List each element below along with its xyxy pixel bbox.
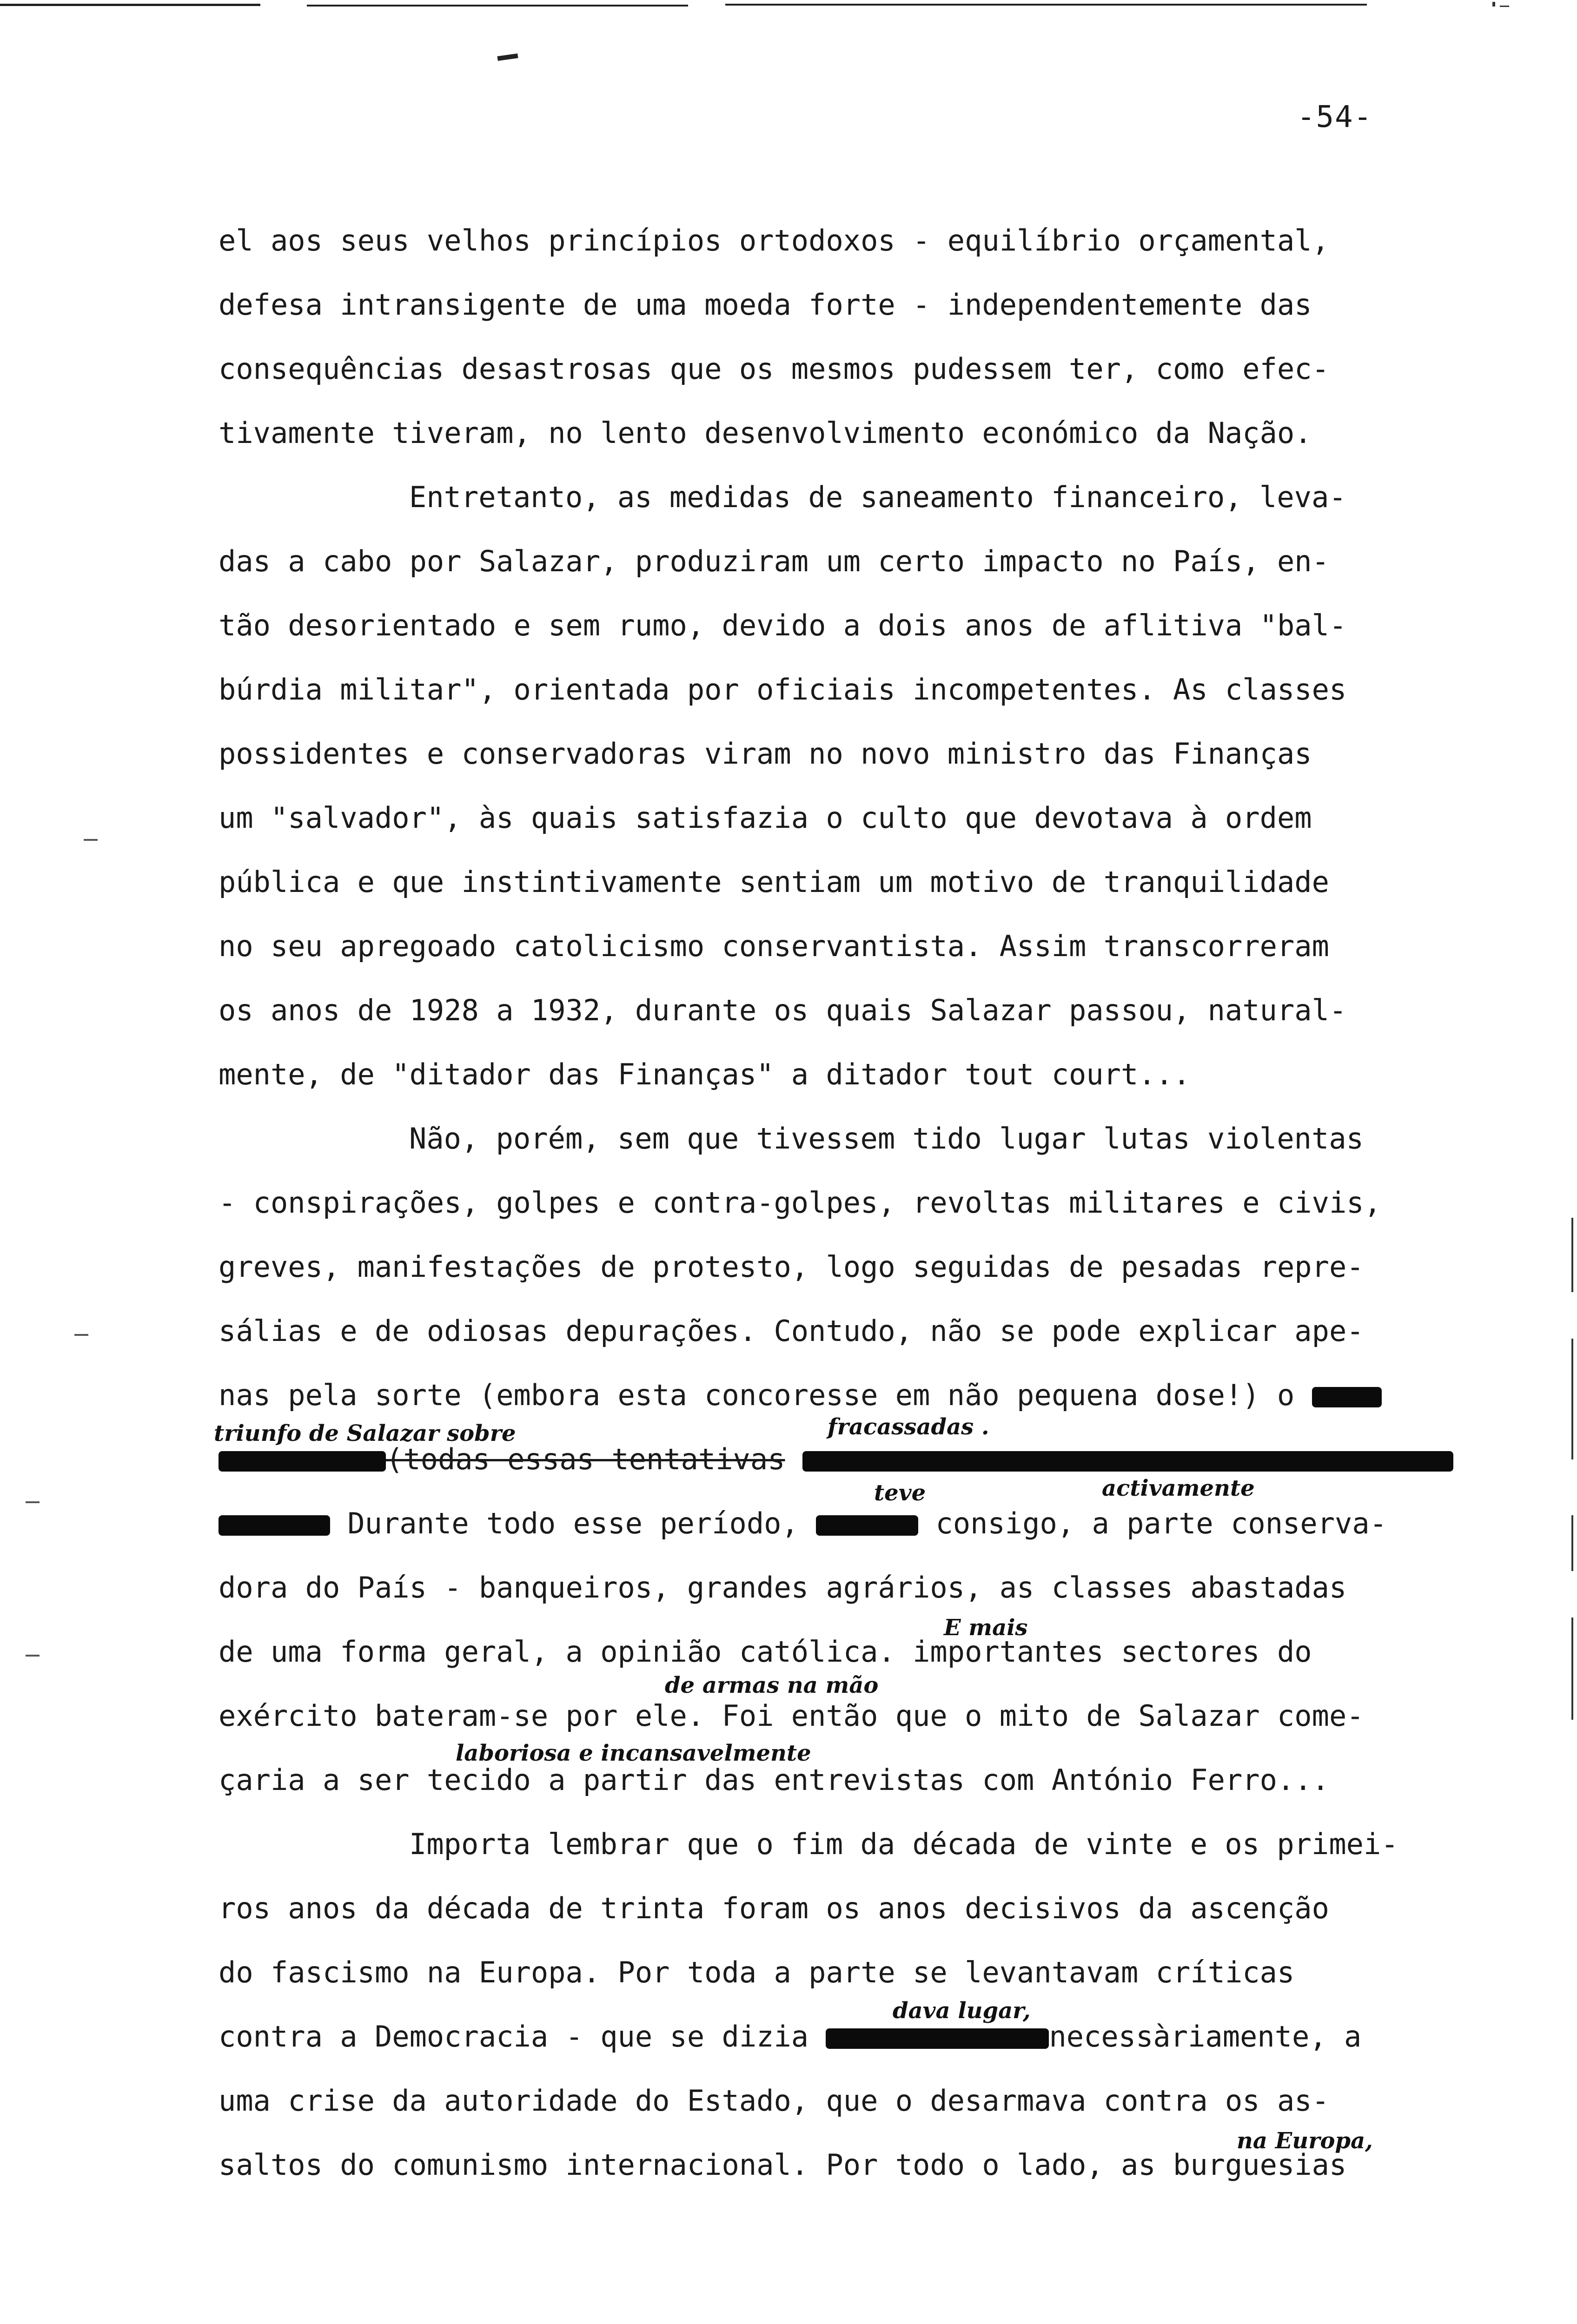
handwritten-annotation: teve: [874, 1480, 926, 1506]
text-line: [219, 1697, 1502, 1766]
typed-fragment: saltos do comunismo internacional. Por todo o lado,: [219, 2148, 1104, 2182]
text-line: no seu apregoado catolicismo conservantista. Assim transcorreram: [219, 929, 1329, 963]
typed-fragment: Durante todo esse período,: [347, 1506, 799, 1540]
typed-fragment: importantes sectores do: [913, 1635, 1312, 1669]
typed-fragment: as burguesias: [1121, 2148, 1347, 2182]
typed-fragment: necessàriamente, a: [1049, 2020, 1362, 2053]
corner-mark: [1488, 0, 1516, 9]
text-line: do fascismo na Europa. Por toda a parte se levantavam críticas: [219, 1955, 1295, 1989]
typed-fragment: Foi então que o mito de Salazar come-: [722, 1699, 1364, 1733]
handwritten-annotation: E mais: [944, 1615, 1028, 1641]
text-line: mente, de "ditador das Finanças" a ditador tout court...: [219, 1057, 1191, 1091]
right-margin-ticks: [1571, 1218, 1575, 1720]
text-line: [214, 1377, 1502, 1446]
text-line: tivamente tiveram, no lento desenvolvimento económico da Nação.: [219, 416, 1312, 450]
text-line: búrdia militar", orientada por oficiais incompetentes. As classes: [219, 673, 1347, 706]
redaction-bar: [219, 1451, 386, 1472]
typed-text: [214, 222, 1502, 2211]
redaction-bar: [1312, 1387, 1382, 1407]
typed-fragment: a partir das entrevistas com António Ferro...: [548, 1763, 1329, 1797]
text-line: Durante todo esse período, consigo, a parte conserva-: [219, 1505, 1502, 1569]
text-line: [219, 1615, 1502, 1698]
text-line: - conspirações, golpes e contra-golpes, revoltas militares e civis,: [219, 1186, 1381, 1220]
redaction-bar: [816, 1515, 918, 1536]
text-line: consequências desastrosas que os mesmos pudessem ter, como efec-: [219, 352, 1329, 386]
text-line: greves, manifestações de protesto, logo seguidas de pesadas repre-: [219, 1250, 1364, 1284]
handwritten-annotation: activamente: [1102, 1475, 1255, 1501]
redaction-bar: [802, 1451, 1453, 1472]
redaction-bar: [219, 1515, 330, 1536]
text-line: defesa intransigente de uma moeda forte - independentemente das: [219, 288, 1312, 322]
typed-fragment: çaria a ser tecido: [219, 1763, 531, 1797]
handwritten-annotation: fracassadas .: [828, 1414, 989, 1440]
typed-fragment: (todas essas tentativas: [386, 1442, 785, 1476]
handwritten-annotation: laboriosa e incansavelmente: [456, 1740, 811, 1766]
top-rule: [0, 4, 1534, 7]
text-line: Entretanto, as medidas de saneamento financeiro, leva-: [409, 480, 1346, 514]
handwritten-annotation: dava lugar,: [893, 1998, 1031, 2024]
text-line: das a cabo por Salazar, produziram um certo impacto no País, en-: [219, 544, 1329, 578]
text-line: um "salvador", às quais satisfazia o culto que devotava à ordem: [219, 801, 1312, 835]
ink-speck: [497, 53, 518, 61]
text-line: pública e que instintivamente sentiam um motivo de tranquilidade: [219, 865, 1329, 899]
typed-fragment: exército bateram-se por ele.: [219, 1699, 705, 1733]
handwritten-annotation: de armas na mão: [665, 1672, 879, 1698]
text-line: possidentes e conservadoras viram no novo ministro das Finanças: [219, 737, 1312, 771]
text-line: ros anos da década de trinta foram os anos decisivos da ascenção: [219, 1891, 1329, 1925]
text-line: [219, 1762, 1502, 1826]
typed-fragment: de uma forma geral, a opinião católica.: [219, 1635, 895, 1669]
handwritten-annotation: triunfo de Salazar sobre: [214, 1420, 516, 1446]
typed-fragment: a parte conserva-: [1092, 1506, 1387, 1540]
text-line: sálias e de odiosas depurações. Contudo, não se pode explicar ape-: [219, 1314, 1364, 1348]
text-line: dora do País - banqueiros, grandes agrários, as classes abastadas: [219, 1571, 1347, 1604]
text-line: [219, 1441, 1502, 1505]
text-line: tão desorientado e sem rumo, devido a dois anos de aflitiva "bal-: [219, 608, 1347, 642]
page-number: -54-: [1297, 100, 1373, 134]
text-line: Importa lembrar que o fim da década de vinte e os primei-: [409, 1827, 1398, 1861]
text-line: Não, porém, sem que tivessem tido lugar lutas violentas: [409, 1122, 1364, 1155]
typed-fragment: nas pela sorte (embora esta concoresse em não pequena dose!) o: [219, 1378, 1295, 1412]
text-line: el aos seus velhos princípios ortodoxos - equilíbrio orçamental,: [219, 224, 1329, 257]
handwritten-annotation: na Europa,: [1237, 2128, 1373, 2154]
text-line: [219, 2128, 1502, 2211]
text-line: os anos de 1928 a 1932, durante os quais Salazar passou, natural-: [219, 993, 1347, 1027]
redaction-bar: [826, 2028, 1049, 2049]
typed-fragment: consigo: [935, 1506, 1057, 1540]
text-line: [219, 1998, 1502, 2082]
text-line: uma crise da autoridade do Estado, que o desarmava contra os as-: [219, 2084, 1329, 2118]
typed-fragment: contra a Democracia - que se dizia: [219, 2020, 809, 2053]
